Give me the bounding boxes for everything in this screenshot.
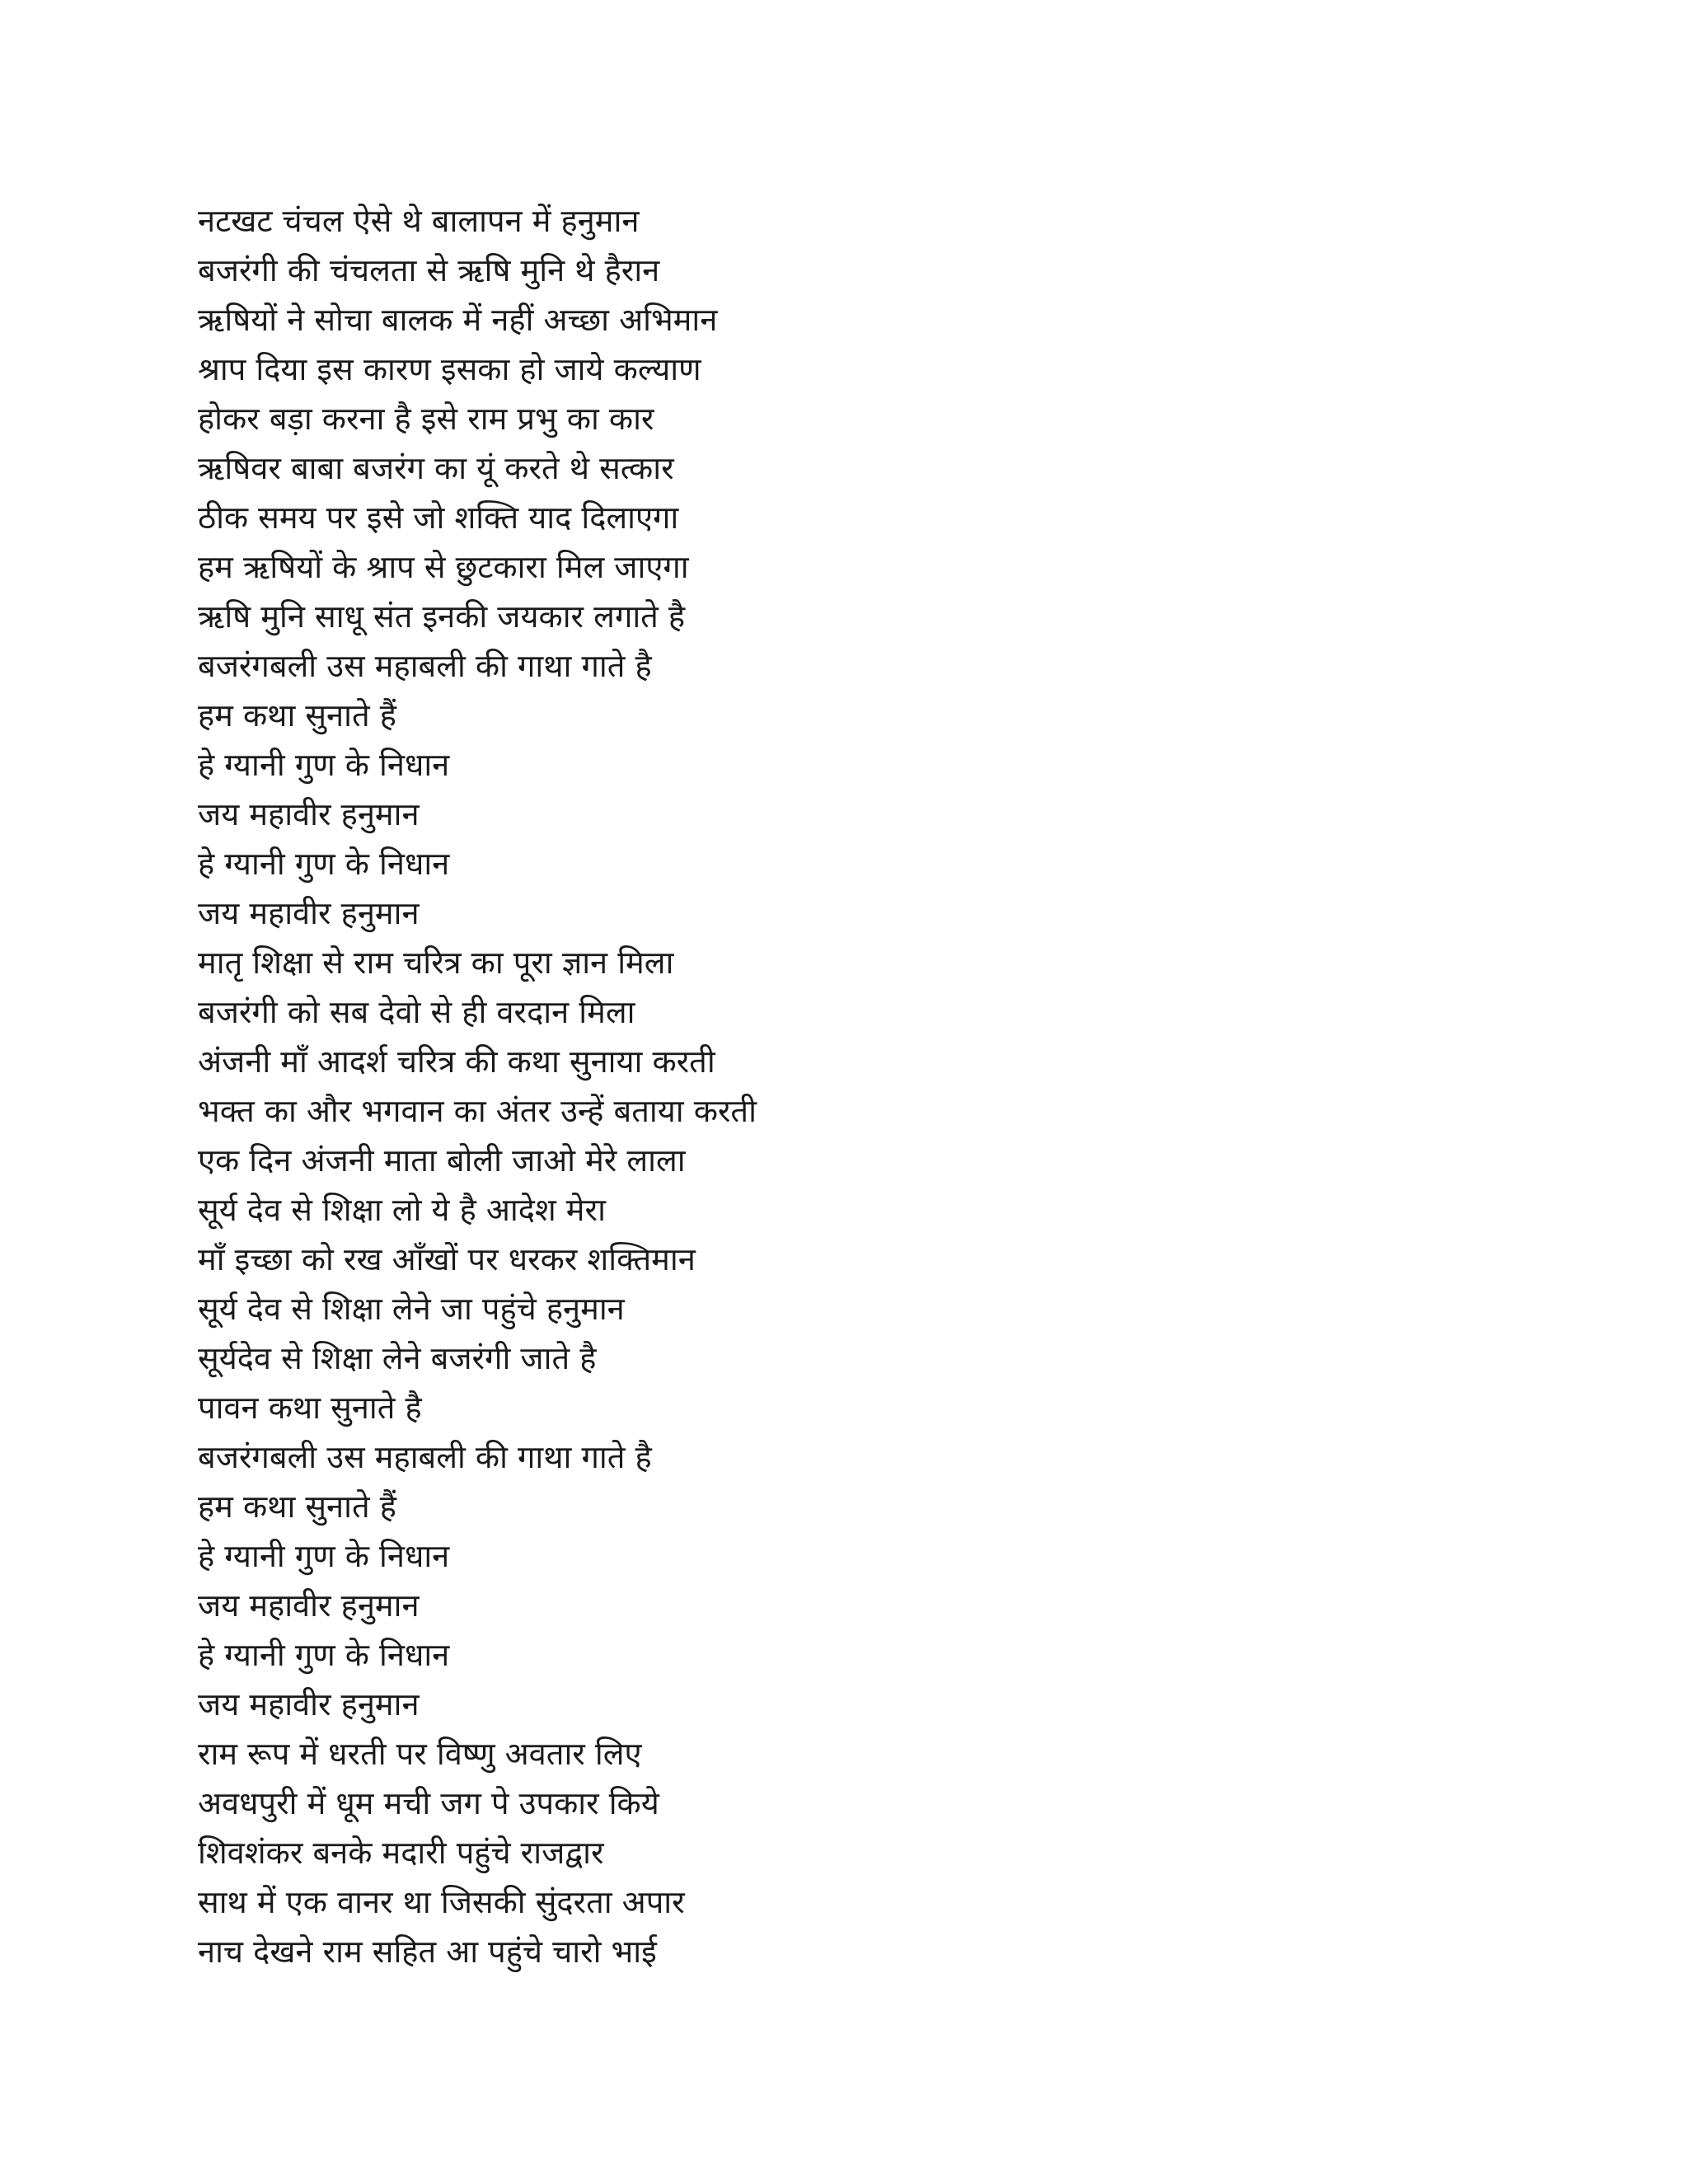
lyric-line: बजरंगबली उस महाबली की गाथा गाते है [198,648,652,684]
lyric-line: जय महावीर हनुमान [198,895,420,931]
lyric-line: एक दिन अंजनी माता बोली जाओ मेरे लाला [198,1142,686,1179]
lyric-line: ऋषि मुनि साधू संत इनकी जयकार लगाते है [198,598,686,635]
lyric-line: सूर्य देव से शिक्षा लेने जा पहुंचे हनुमान [198,1291,625,1327]
lyric-line: श्राप दिया इस कारण इसका हो जाये कल्याण [198,351,701,387]
lyric-line: हे ग्यानी गुण के निधान [198,1538,450,1574]
lyric-line: हे ग्यानी गुण के निधान [198,846,450,882]
lyric-line: अवधपुरी में धूम मची जग पे उपकार किये [198,1785,659,1821]
lyric-line: हम कथा सुनाते हैं [198,697,396,733]
lyric-line: पावन कथा सुनाते है [198,1390,422,1426]
lyric-line: जय महावीर हनुमान [198,796,420,832]
lyric-line: अंजनी माँ आदर्श चरित्र की कथा सुनाया करती [198,1043,715,1080]
lyric-line: राम रूप में धरती पर विष्णु अवतार लिए [198,1736,642,1772]
lyric-line: नटखट चंचल ऐसे थे बालापन में हनुमान [198,203,640,239]
lyric-line: ठीक समय पर इसे जो शक्ति याद दिलाएगा [198,499,679,536]
lyric-line: जय महावीर हनुमान [198,1686,420,1722]
lyric-line: बजरंगी की चंचलता से ऋषि मुनि थे हैरान [198,252,660,288]
lyric-line: बजरंगी को सब देवो से ही वरदान मिला [198,994,635,1030]
lyric-line: शिवशंकर बनके मदारी पहुंचे राजद्वार [198,1835,604,1871]
lyric-line: सूर्यदेव से शिक्षा लेने बजरंगी जाते है [198,1340,597,1376]
lyric-line: हे ग्यानी गुण के निधान [198,1637,450,1673]
lyric-line: माँ इच्छा को रख आँखों पर धरकर शक्तिमान [198,1241,696,1277]
lyric-line: भक्त का और भगवान का अंतर उन्हें बताया करती [198,1093,757,1129]
lyric-line: होकर बड़ा करना है इसे राम प्रभु का कार [198,401,654,437]
lyric-line: बजरंगबली उस महाबली की गाथा गाते है [198,1439,652,1475]
lyrics-text-block [198,196,1665,1976]
lyric-line: जय महावीर हनुमान [198,1587,420,1624]
lyric-line: साथ में एक वानर था जिसकी सुंदरता अपार [198,1884,685,1920]
lyric-line: हम कथा सुनाते हैं [198,1488,396,1525]
lyric-line: हम ऋषियों के श्राप से छुटकारा मिल जाएगा [198,549,689,585]
lyric-line: हे ग्यानी गुण के निधान [198,747,450,783]
lyric-line: सूर्य देव से शिक्षा लो ये है आदेश मेरा [198,1192,606,1228]
lyric-line: ऋषिवर बाबा बजरंग का यूं करते थे सत्कार [198,450,674,486]
lyric-line: नाच देखने राम सहित आ पहुंचे चारो भाई [198,1933,657,1970]
lyric-line: मातृ शिक्षा से राम चरित्र का पूरा ज्ञान मिला [198,944,674,981]
lyric-line: ऋषियों ने सोचा बालक में नहीं अच्छा अभिमान [198,302,718,338]
